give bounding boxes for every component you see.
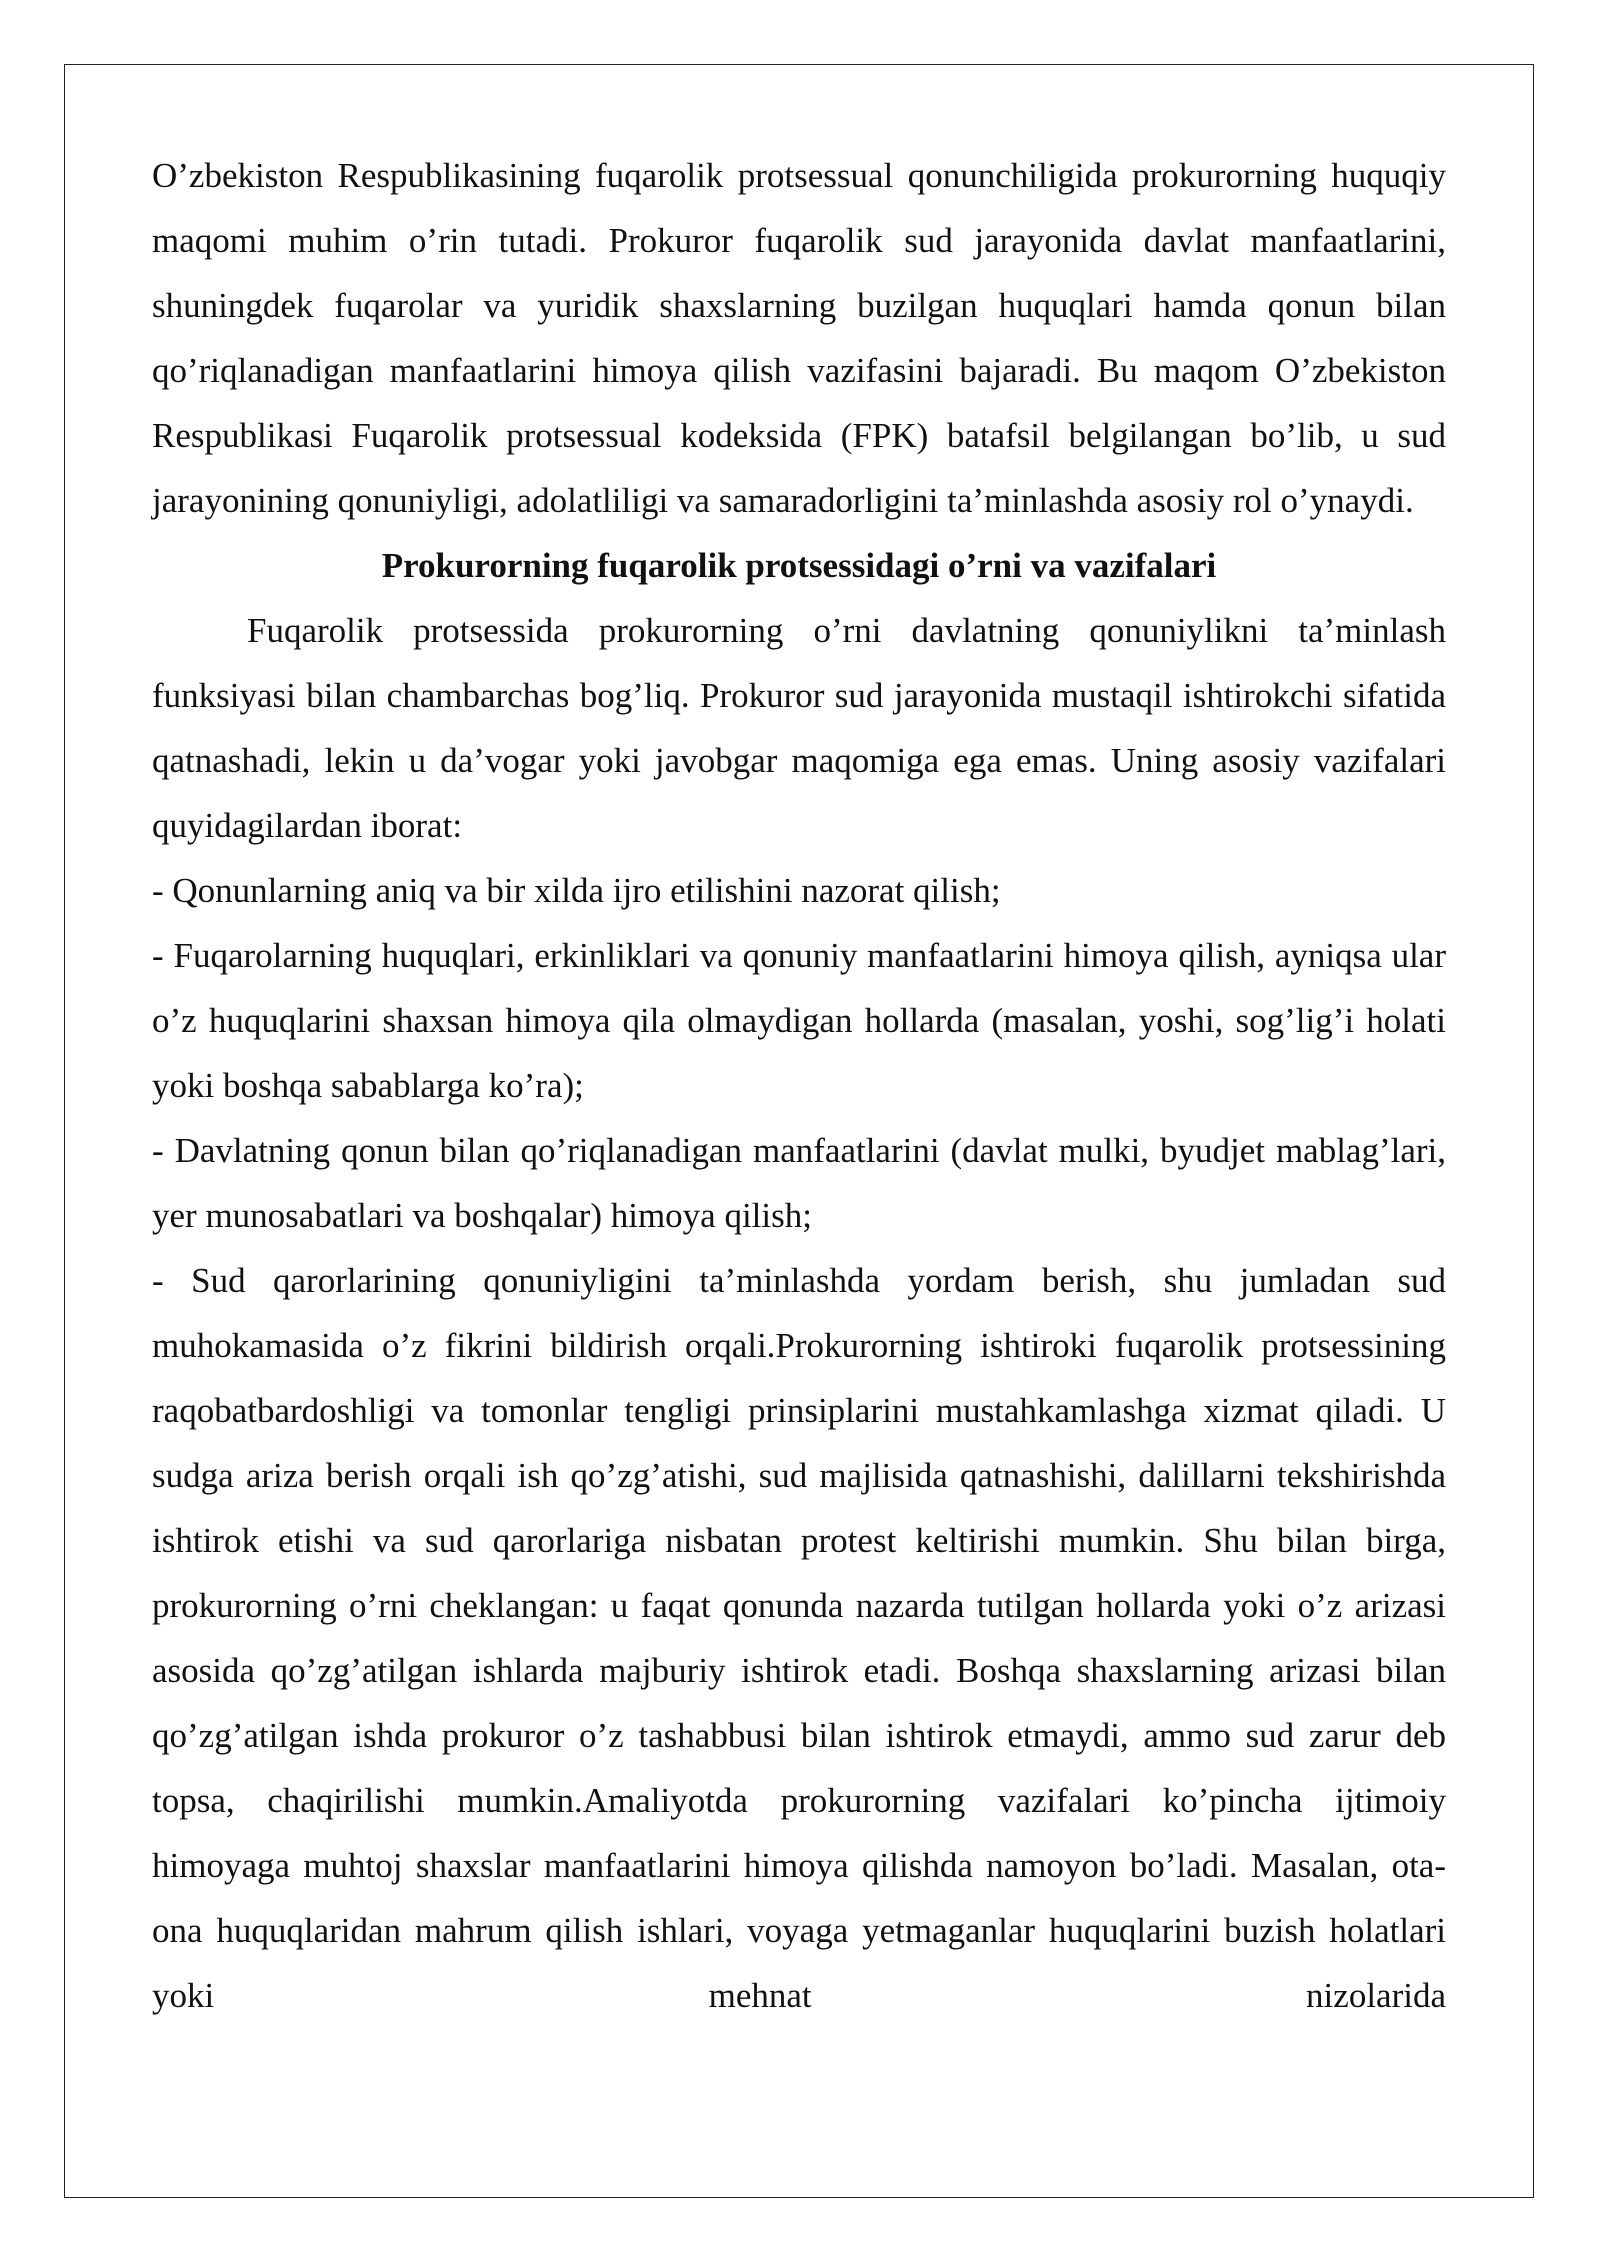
list-item: - Sud qarorlarining qonuniyligini ta’minlashda yordam berish, shu jumladan sud muhokamasida o’z fikrini bildirish orqali.Prokurorning ishtiroki fuqarolik protsessining raqobatbardoshligi va tomonlar tengligi prinsiplarini mustahkamlashga xizmat qiladi. U sudga ariza berish orqali ish qo’zg’atishi, sud majlisida qatnashishi, dalillarni tekshirishda ishtirok etishi va sud qarorlariga nisbatan protest keltirishi mumkin. Shu bilan birga, prokurorning o’rni cheklangan: u faqat qonunda nazarda tutilgan hollarda yoki o’z arizasi asosida qo’zg’atilgan ishlarda majburiy ishtirok etadi. Boshqa shaxslarning arizasi bilan qo’zg’atilgan ishda prokuror o’z tashabbusi bilan ishtirok etmaydi, ammo sud zarur deb topsa, chaqirilishi mumkin.Amaliyotda prokurorning vazifalari ko’pincha ijtimoiy himoyaga muhtoj shaxslar manfaatlarini himoya qilishda namoyon bo’ladi. Masalan, ota-ona huquqlaridan mahrum qilish ishlari, voyaga yetmaganlar huquqlarini buzish holatlari yoki mehnat nizolarida bbox=[152, 1261, 1446, 2015]
intro-paragraph: O’zbekiston Respublikasining fuqarolik protsessual qonunchiligida prokurorning huquqiy maqomi muhim o’rin tutadi. Prokuror fuqarolik sud jarayonida davlat manfaatlarini, shuningdek fuqarolar va yuridik shaxslarning buzilgan huquqlari hamda qonun bilan qo’riqlanadigan manfaatlarini himoya qilish vazifasini bajaradi. Bu maqom O’zbekiston Respublikasi Fuqarolik protsessual kodeksida (FPK) batafsil belgilangan bo’lib, u sud jarayonining qonuniyligi, adolatliligi va samaradorligini ta’minlashda asosiy rol o’ynaydi. bbox=[152, 156, 1446, 520]
section-paragraph: Fuqarolik protsessida prokurorning o’rni davlatning qonuniylikni ta’minlash funksiyasi bilan chambarchas bog’liq. Prokuror sud jarayonida mustaqil ishtirokchi sifatida qatnashadi, lekin u da’vogar yoki javobgar maqomiga ega emas. Uning asosiy vazifalari quyidagilardan iborat: bbox=[152, 611, 1446, 845]
document-body bbox=[152, 143, 1446, 2028]
list-item: - Davlatning qonun bilan qo’riqlanadigan manfaatlarini (davlat mulki, byudjet mablag’lari, yer munosabatlari va boshqalar) himoya qilish; bbox=[152, 1131, 1446, 1235]
section-heading: Prokurorning fuqarolik protsessidagi o’rni va vazifalari bbox=[381, 546, 1217, 585]
list-item: - Fuqarolarning huquqlari, erkinliklari va qonuniy manfaatlarini himoya qilish, ayniqsa ular o’z huquqlarini shaxsan himoya qila olmaydigan hollarda (masalan, yoshi, sog’lig’i holati yoki boshqa sabablarga ko’ra); bbox=[152, 936, 1446, 1105]
list-item: - Qonunlarning aniq va bir xilda ijro etilishini nazorat qilish; bbox=[152, 871, 1001, 910]
